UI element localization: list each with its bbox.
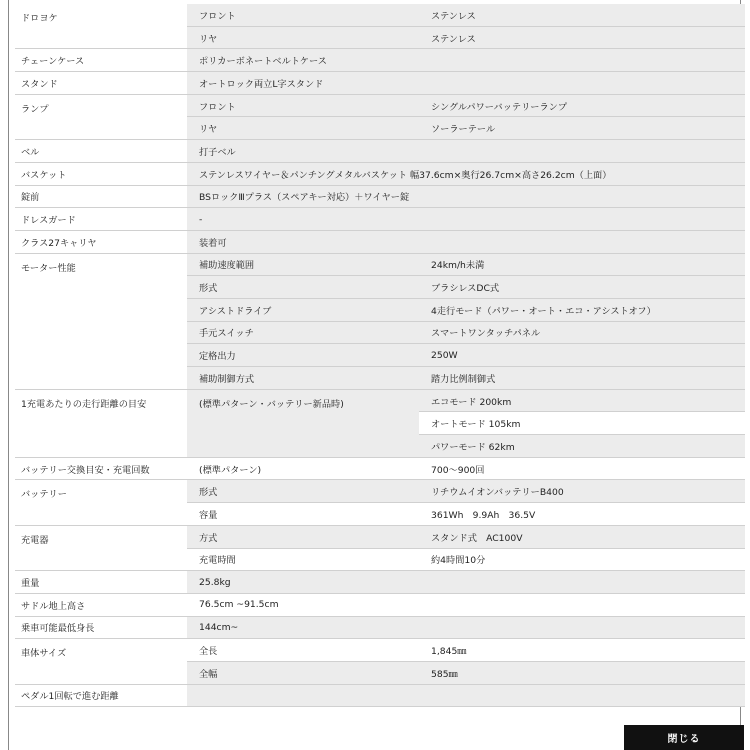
- spec-sub: アシストドライブ: [187, 298, 419, 321]
- spec-label: バッテリー交換目安・充電回数: [15, 457, 187, 480]
- spec-table: [15, 4, 745, 707]
- spec-value: 700～900回: [419, 457, 745, 480]
- spec-value: エコモード 200km: [419, 389, 745, 412]
- spec-value: ステンレスワイヤー＆パンチングメタルバスケット 幅37.6cm×奥行26.7cm×高さ26.2cm（上面）: [187, 162, 745, 185]
- spec-value: スマートワンタッチパネル: [419, 321, 745, 344]
- spec-label: スタンド: [15, 72, 187, 95]
- table-row: [15, 253, 745, 276]
- spec-sub: 充電時間: [187, 548, 419, 571]
- table-row: [15, 4, 745, 26]
- spec-value: 打子ベル: [187, 140, 745, 163]
- table-row: [15, 480, 745, 503]
- spec-value: 361Wh 9.9Ah 36.5V: [419, 503, 745, 526]
- spec-sub: 形式: [187, 480, 419, 503]
- spec-value: 踏力比例制御式: [419, 367, 745, 390]
- spec-value: 250W: [419, 344, 745, 367]
- table-row: [15, 389, 745, 412]
- spec-value: 4走行モード（パワー・オート・エコ・アシストオフ）: [419, 298, 745, 321]
- spec-sub: 手元スイッチ: [187, 321, 419, 344]
- table-row: [15, 94, 745, 117]
- table-row: [15, 457, 745, 480]
- spec-sub: フロント: [187, 4, 419, 26]
- spec-value: パワーモード 62km: [419, 435, 745, 458]
- spec-label: ベル: [15, 140, 187, 163]
- spec-value: シングルパワーバッテリーランプ: [419, 94, 745, 117]
- spec-value: 約4時間10分: [419, 548, 745, 571]
- table-row: [15, 208, 745, 231]
- table-row: [15, 230, 745, 253]
- spec-value: 25.8kg: [187, 571, 745, 594]
- spec-sub: リヤ: [187, 26, 419, 49]
- spec-value: スタンド式 AC100V: [419, 525, 745, 548]
- spec-label: ペダル1回転で進む距離: [15, 684, 187, 707]
- spec-sub: 形式: [187, 276, 419, 299]
- spec-value: BSロックⅢプラス（スペアキー対応）＋ワイヤー錠: [187, 185, 745, 208]
- spec-label: 充電器: [15, 525, 187, 570]
- spec-sub: リヤ: [187, 117, 419, 140]
- spec-value: 24km/h未満: [419, 253, 745, 276]
- table-row: [15, 616, 745, 639]
- spec-sub: 定格出力: [187, 344, 419, 367]
- spec-value: ステンレス: [419, 4, 745, 26]
- spec-label: クラス27キャリヤ: [15, 230, 187, 253]
- spec-value: 装着可: [187, 230, 745, 253]
- spec-sub: フロント: [187, 94, 419, 117]
- spec-label: ドロヨケ: [15, 4, 187, 49]
- spec-value: ポリカーボネートベルトケース: [187, 49, 745, 72]
- spec-label: モーター性能: [15, 253, 187, 389]
- spec-label: 重量: [15, 571, 187, 594]
- spec-value: ステンレス: [419, 26, 745, 49]
- spec-label: チェーンケース: [15, 49, 187, 72]
- spec-value: オートモード 105km: [419, 412, 745, 435]
- table-row: [15, 185, 745, 208]
- spec-value: -: [187, 208, 745, 231]
- spec-sub: 全幅: [187, 661, 419, 684]
- table-row: [15, 72, 745, 95]
- spec-label: ドレスガード: [15, 208, 187, 231]
- spec-sub: 全長: [187, 639, 419, 662]
- spec-label: バッテリー: [15, 480, 187, 525]
- table-row: [15, 162, 745, 185]
- spec-value: リチウムイオンバッテリーB400: [419, 480, 745, 503]
- spec-value: ソーラーテール: [419, 117, 745, 140]
- spec-label: 乗車可能最低身長: [15, 616, 187, 639]
- spec-sub: (標準パターン): [187, 457, 419, 480]
- table-row: [15, 525, 745, 548]
- spec-label: ランプ: [15, 94, 187, 139]
- spec-value: ブラシレスDC式: [419, 276, 745, 299]
- spec-label: 車体サイズ: [15, 639, 187, 684]
- table-row: [15, 684, 745, 707]
- table-row: [15, 639, 745, 662]
- spec-sub: 補助速度範囲: [187, 253, 419, 276]
- spec-label: サドル地上高さ: [15, 593, 187, 616]
- spec-label: 錠前: [15, 185, 187, 208]
- spec-value: 585㎜: [419, 661, 745, 684]
- spec-sub: 補助制御方式: [187, 367, 419, 390]
- table-row: [15, 49, 745, 72]
- table-row: [15, 571, 745, 594]
- spec-sub: (標準パターン・バッテリー新品時): [187, 389, 419, 457]
- spec-sub: 容量: [187, 503, 419, 526]
- spec-label: 1充電あたりの走行距離の目安: [15, 389, 187, 457]
- spec-value: 76.5cm ~91.5cm: [187, 593, 745, 616]
- spec-label: バスケット: [15, 162, 187, 185]
- spec-value: オートロック両立L字スタンド: [187, 72, 745, 95]
- spec-value: 1,845㎜: [419, 639, 745, 662]
- table-row: [15, 593, 745, 616]
- spec-value: [187, 684, 745, 707]
- spec-value: 144cm~: [187, 616, 745, 639]
- table-row: [15, 140, 745, 163]
- close-button[interactable]: 閉じる: [624, 725, 744, 750]
- spec-sub: 方式: [187, 525, 419, 548]
